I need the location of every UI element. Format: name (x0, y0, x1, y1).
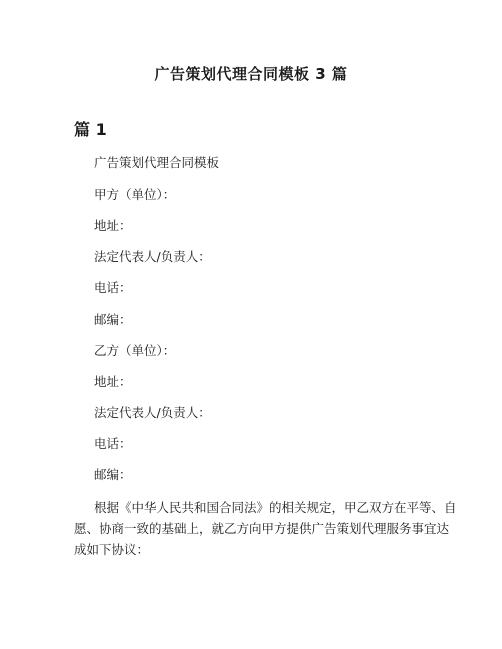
party-a-address-line: 地址： (94, 218, 132, 233)
paragraph-line: 愿、协商一致的基础上，就乙方向甲方提供广告策划代理服务事宜达 (74, 521, 450, 536)
section-heading: 篇 1 (74, 120, 107, 139)
party-a-representative-line: 法定代表人/负责人： (94, 249, 211, 264)
party-b-unit-line: 乙方（单位）： (94, 343, 176, 358)
party-a-phone-line: 电话： (94, 280, 132, 295)
party-a-unit-line: 甲方（单位）： (94, 187, 176, 202)
party-b-address-line: 地址： (94, 374, 132, 389)
contract-template-line: 广告策划代理合同模板 (94, 155, 220, 170)
party-b-representative-line: 法定代表人/负责人： (94, 405, 211, 420)
paragraph-line: 成如下协议： (74, 542, 150, 557)
party-b-postcode-line: 邮编： (94, 467, 132, 482)
agreement-intro-paragraph (74, 497, 457, 560)
party-a-postcode-line: 邮编： (94, 312, 132, 327)
document-title: 广告策划代理合同模板 3 篇 (154, 65, 348, 83)
paragraph-line: 根据《中华人民共和国合同法》的相关规定，甲乙双方在平等、自 (94, 500, 457, 515)
party-b-phone-line: 电话： (94, 436, 132, 451)
